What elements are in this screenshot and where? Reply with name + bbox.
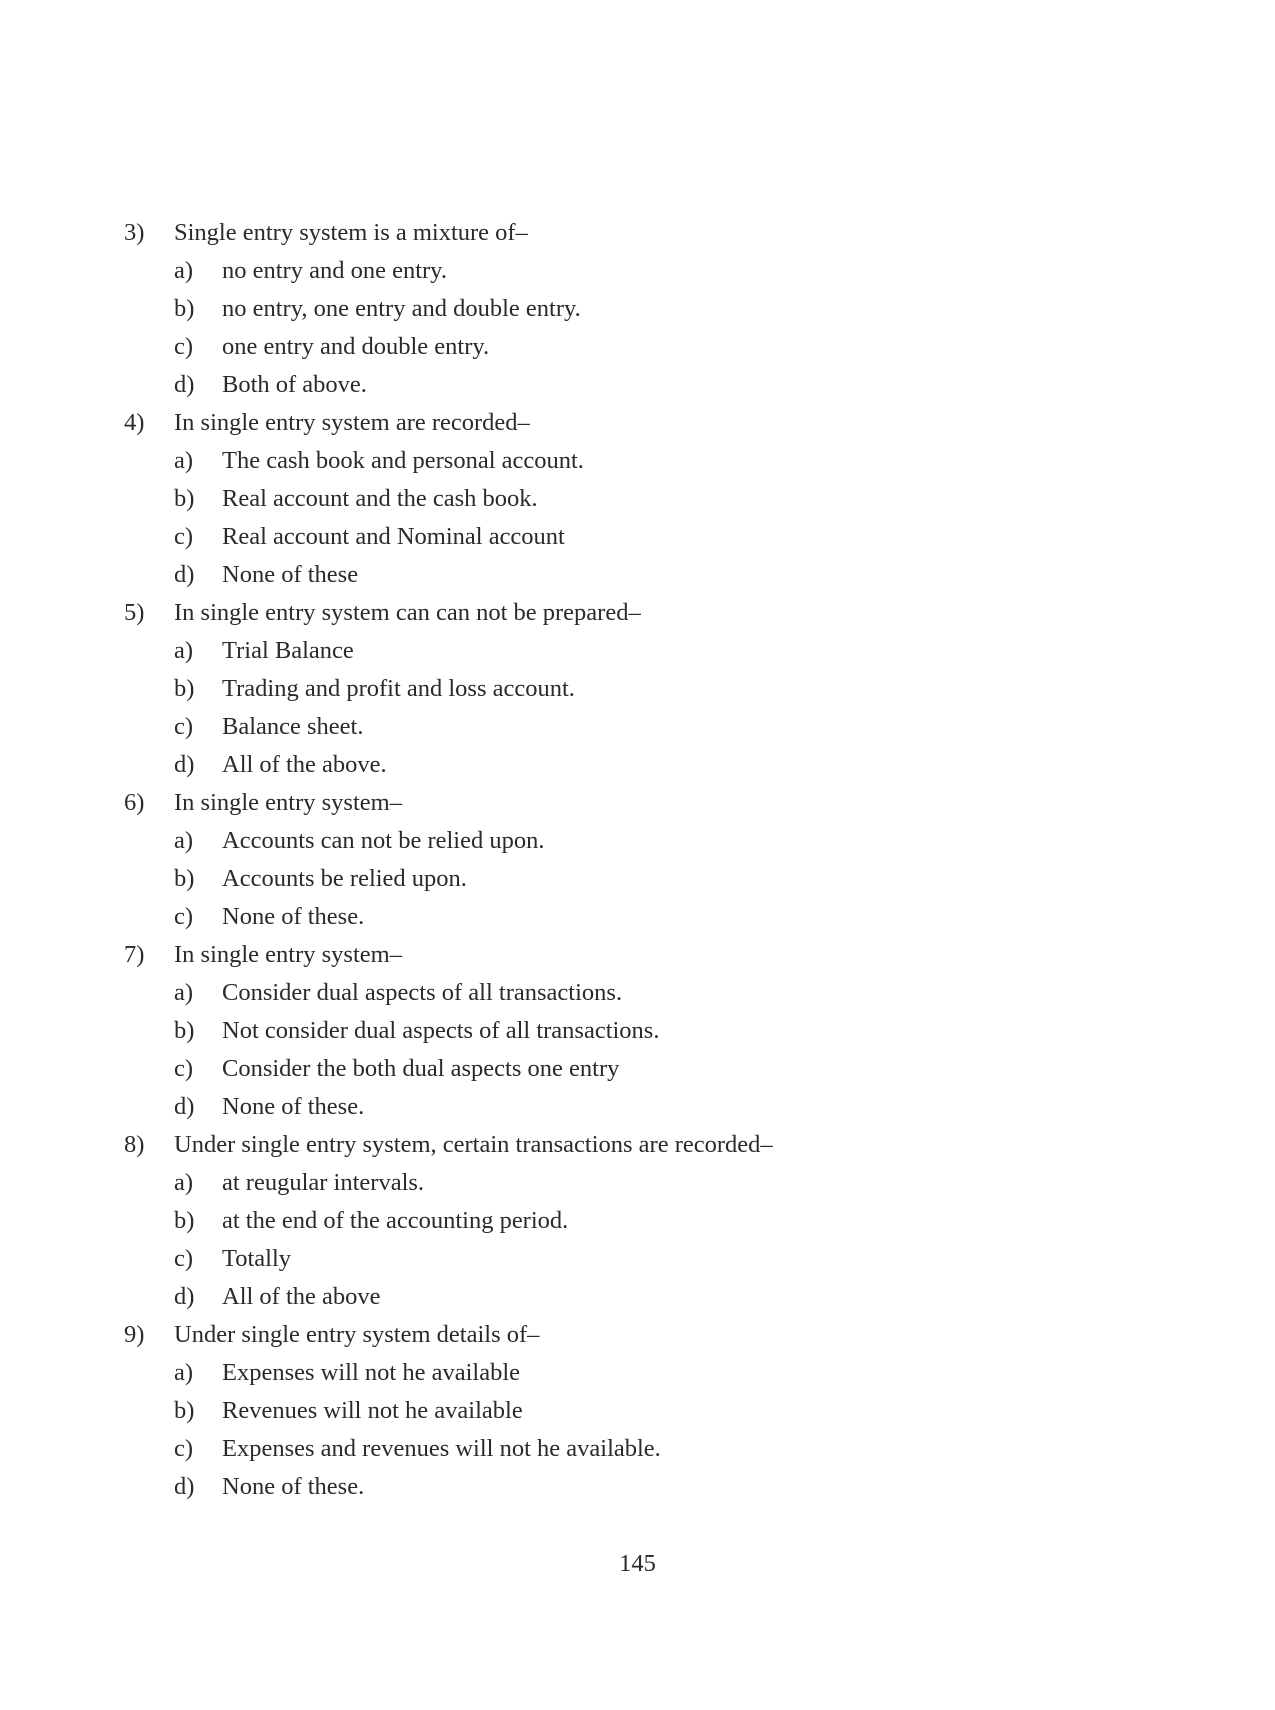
page-number: 145: [619, 1550, 656, 1577]
question-line: [124, 936, 1124, 974]
option-line: [124, 632, 1124, 670]
option-text: All of the above: [222, 1283, 381, 1310]
question-text: In single entry system can can not be prepared–: [174, 599, 641, 626]
option-text: None of these: [222, 561, 359, 588]
question-block: [124, 784, 1124, 936]
option-label: a): [174, 637, 194, 664]
question-text: In single entry system–: [174, 941, 402, 968]
option-line: [124, 822, 1124, 860]
option-label: b): [174, 675, 195, 702]
option-line: [124, 746, 1124, 784]
option-line: [124, 1088, 1124, 1126]
question-text: Under single entry system, certain transactions are recorded–: [174, 1131, 773, 1158]
option-text: one entry and double entry.: [222, 333, 490, 360]
question-block: [124, 1126, 1124, 1316]
option-label: b): [174, 865, 195, 892]
question-block: [124, 214, 1124, 404]
option-text: Balance sheet.: [222, 713, 364, 740]
option-line: [124, 1164, 1124, 1202]
option-label: d): [174, 1473, 195, 1500]
option-label: c): [174, 1435, 194, 1462]
option-label: c): [174, 713, 194, 740]
option-label: d): [174, 371, 195, 398]
option-label: d): [174, 561, 195, 588]
option-text: All of the above.: [222, 751, 387, 778]
option-text: Revenues will not he available: [222, 1397, 523, 1424]
question-number: 6): [124, 789, 145, 816]
option-text: Accounts be relied upon.: [222, 865, 467, 892]
option-text: at reugular intervals.: [222, 1169, 425, 1196]
question-line: [124, 404, 1124, 442]
option-line: [124, 708, 1124, 746]
option-text: None of these.: [222, 903, 365, 930]
option-line: [124, 556, 1124, 594]
option-label: d): [174, 1093, 195, 1120]
question-block: [124, 594, 1124, 784]
option-text: Not consider dual aspects of all transactions.: [222, 1017, 660, 1044]
option-label: b): [174, 485, 195, 512]
option-label: c): [174, 1245, 194, 1272]
option-label: b): [174, 1017, 195, 1044]
option-text: Accounts can not be relied upon.: [222, 827, 545, 854]
option-line: [124, 898, 1124, 936]
option-text: Trial Balance: [222, 637, 354, 664]
option-line: [124, 1012, 1124, 1050]
question-number: 8): [124, 1131, 145, 1158]
question-block: [124, 404, 1124, 594]
question-line: [124, 214, 1124, 252]
option-line: [124, 1430, 1124, 1468]
option-label: a): [174, 1359, 194, 1386]
option-line: [124, 1354, 1124, 1392]
question-number: 3): [124, 219, 145, 246]
option-line: [124, 1202, 1124, 1240]
question-list: [124, 214, 1124, 1506]
option-label: a): [174, 979, 194, 1006]
option-text: at the end of the accounting period.: [222, 1207, 569, 1234]
option-line: [124, 1240, 1124, 1278]
option-line: [124, 480, 1124, 518]
question-line: [124, 784, 1124, 822]
option-label: d): [174, 1283, 195, 1310]
option-text: Expenses and revenues will not he available.: [222, 1435, 661, 1462]
option-line: [124, 974, 1124, 1012]
option-text: Trading and profit and loss account.: [222, 675, 575, 702]
option-text: Consider the both dual aspects one entry: [222, 1055, 620, 1082]
option-text: Consider dual aspects of all transactions.: [222, 979, 623, 1006]
question-line: [124, 1316, 1124, 1354]
option-text: Real account and the cash book.: [222, 485, 538, 512]
option-label: a): [174, 257, 194, 284]
option-label: a): [174, 1169, 194, 1196]
question-line: [124, 594, 1124, 632]
question-number: 5): [124, 599, 145, 626]
option-label: c): [174, 1055, 194, 1082]
question-number: 9): [124, 1321, 145, 1348]
option-label: c): [174, 333, 194, 360]
option-text: None of these.: [222, 1473, 365, 1500]
question-block: [124, 1316, 1124, 1506]
option-line: [124, 290, 1124, 328]
question-block: [124, 936, 1124, 1126]
option-text: Expenses will not he available: [222, 1359, 520, 1386]
question-text: In single entry system–: [174, 789, 402, 816]
option-label: c): [174, 903, 194, 930]
option-text: The cash book and personal account.: [222, 447, 584, 474]
option-line: [124, 252, 1124, 290]
question-text: Single entry system is a mixture of–: [174, 219, 528, 246]
option-text: None of these.: [222, 1093, 365, 1120]
question-number: 4): [124, 409, 145, 436]
option-line: [124, 442, 1124, 480]
option-text: Real account and Nominal account: [222, 523, 565, 550]
option-line: [124, 670, 1124, 708]
option-line: [124, 1392, 1124, 1430]
option-line: [124, 518, 1124, 556]
option-text: no entry, one entry and double entry.: [222, 295, 581, 322]
option-line: [124, 1050, 1124, 1088]
question-line: [124, 1126, 1124, 1164]
option-label: d): [174, 751, 195, 778]
question-text: Under single entry system details of–: [174, 1321, 540, 1348]
option-text: no entry and one entry.: [222, 257, 447, 284]
option-label: c): [174, 523, 194, 550]
option-label: b): [174, 1397, 195, 1424]
option-line: [124, 328, 1124, 366]
option-line: [124, 1468, 1124, 1506]
option-label: a): [174, 827, 194, 854]
option-line: [124, 366, 1124, 404]
option-label: b): [174, 295, 195, 322]
question-number: 7): [124, 941, 145, 968]
option-text: Both of above.: [222, 371, 367, 398]
option-text: Totally: [222, 1245, 292, 1272]
option-label: b): [174, 1207, 195, 1234]
option-line: [124, 860, 1124, 898]
option-line: [124, 1278, 1124, 1316]
question-text: In single entry system are recorded–: [174, 409, 530, 436]
option-label: a): [174, 447, 194, 474]
